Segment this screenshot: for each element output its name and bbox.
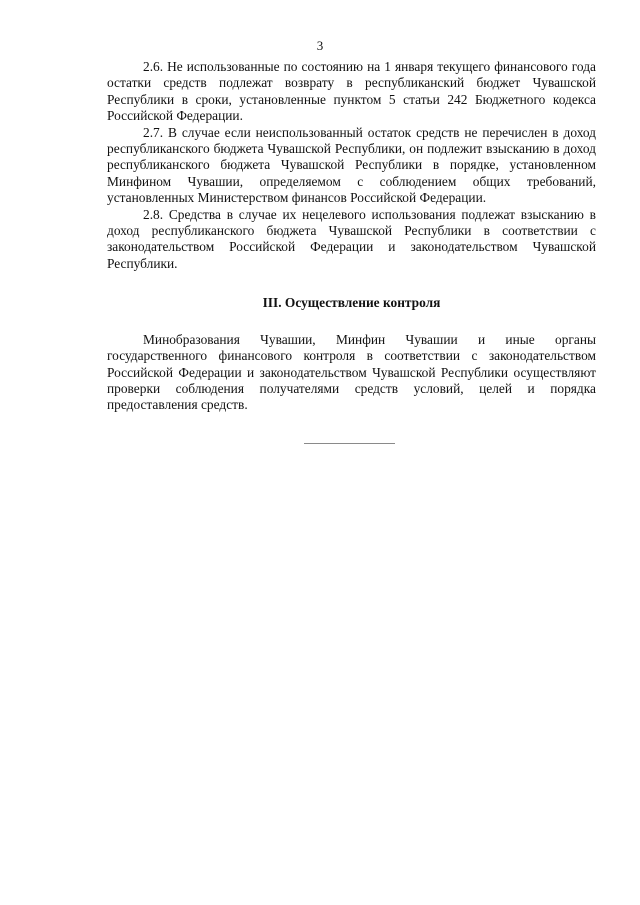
document-body: [107, 59, 596, 414]
page-number: 3: [316, 38, 324, 53]
end-divider: [304, 443, 395, 444]
paragraph-2-7: 2.7. В случае если неиспользованный остаток средств не перечислен в доход республиканского бюджета Чувашской Республики, он подлежит взысканию в доход республиканского бюджета Чувашской Республики в порядке, установленном Минфином Чувашии, определяемом с соблюдением общих требований, установленных Министерством финансов Российской Федерации.: [107, 124, 596, 206]
paragraph-2-8: 2.8. Средства в случае их нецелевого использования подлежат взысканию в доход республиканского бюджета Чувашской Республики в соответствии с законодательством Российской Федерации и законодательством Чувашской Республики.: [107, 206, 596, 271]
section-title: III. Осуществление контроля: [262, 295, 441, 311]
paragraph-2-6: 2.6. Не использованные по состоянию на 1 января текущего финансового года остатки средств подлежат возврату в республиканский бюджет Чувашской Республики в сроки, установленные пунктом 5 статьи 242 Бюджетного кодекса Российской Федерации.: [107, 59, 596, 124]
section-paragraph: Минобразования Чувашии, Минфин Чувашии и иные органы государственного финансового контроля в соответствии с законодательством Российской Федерации и законодательством Чувашской Республики осуществляют проверки соблюдения получателями средств условий, целей и порядка предоставления средств.: [107, 331, 596, 413]
